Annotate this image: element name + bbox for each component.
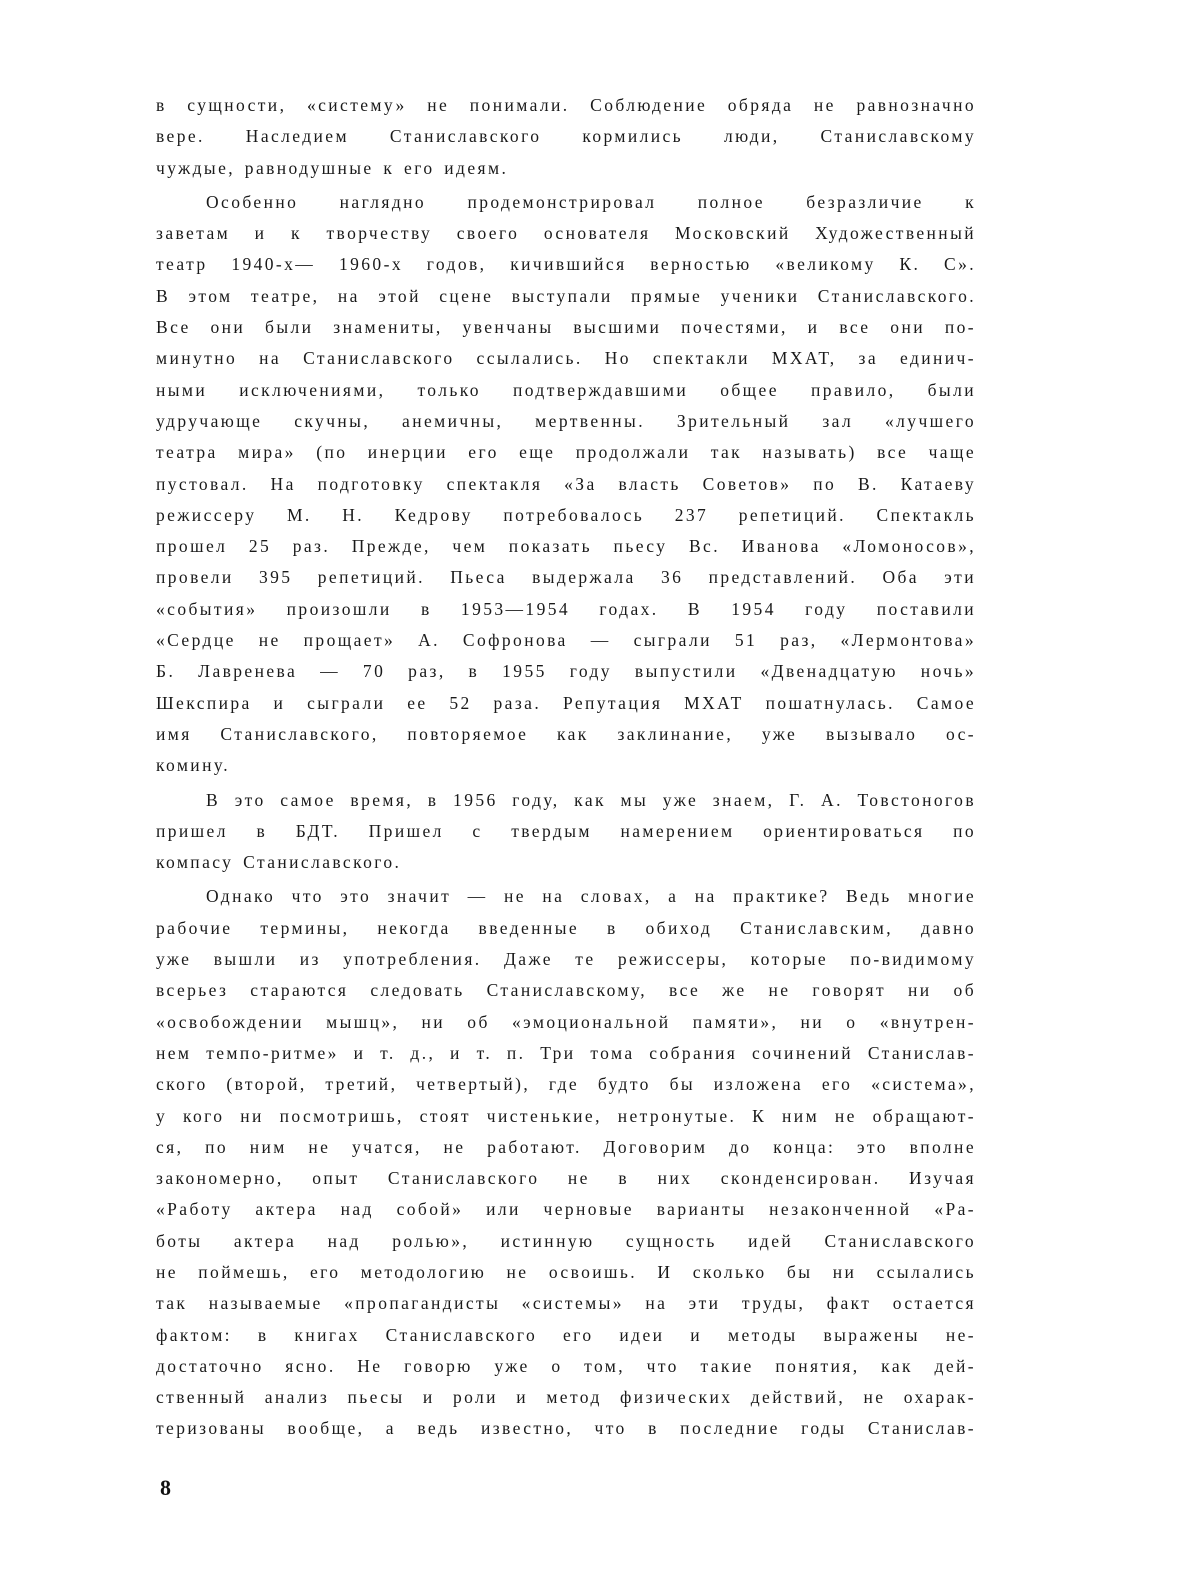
text-line: закономерно, опыт Станиславского не в них сконденсирован. Изучая [156,1168,976,1189]
text-line: у кого ни посмотришь, стоят чистенькие, нетронутые. К ним не обращают- [156,1105,976,1126]
text-line: Б. Лавренева — 70 раз, в 1955 году выпустили «Двенадцатую ночь» [156,661,976,682]
page-number: 8 [160,1475,171,1500]
text-line: минутно на Станиславского ссылались. Но спектакли МХАТ, за единич- [156,348,976,369]
text-line: прошел 25 раз. Прежде, чем показать пьесу Вс. Иванова «Ломоносов», [156,536,976,557]
text-line: в сущности, «систему» не понимали. Соблюдение обряда не равнозначно [156,95,976,115]
text-line: «освобождении мышц», ни об «эмоциональной памяти», ни о «внутрен- [156,1011,976,1032]
text-line: рабочие термины, некогда введенные в обиход Станиславским, давно [156,917,976,938]
text-line: ственный анализ пьесы и роли и метод физических действий, не охарак- [156,1387,976,1408]
text-line: заветам и к творчеству своего основателя Московский Художественный [156,223,976,244]
text-line: пустовал. На подготовку спектакля «За власть Советов» по В. Катаеву [156,473,976,494]
text-line: провели 395 репетиций. Пьеса выдержала 36 представлений. Оба эти [156,567,976,588]
text-line: Все они были знамениты, увенчаны высшими почестями, и все они по- [156,317,976,338]
text-line: компасу Станиславского. [156,852,402,873]
text-line: теризованы вообще, а ведь известно, что в последние годы Станислав- [156,1418,976,1439]
text-line: так называемые «пропагандисты «системы» на эти труды, факт остается [156,1293,976,1314]
text-line: чуждые, равнодушные к его идеям. [156,157,509,178]
text-line: вере. Наследием Станиславского кормились люди, Станиславскому [156,126,976,147]
text-line: театра мира» (по инерции его еще продолжали так называть) все чаще [156,442,976,463]
text-line: фактом: в книгах Станиславского его идеи и методы выражены не- [156,1324,976,1345]
text-line: комину. [156,755,231,776]
text-line: ся, по ним не учатся, не работают. Договорим до конца: это вполне [156,1136,976,1157]
text-line: «события» произошли в 1953—1954 годах. В 1954 году поставили [156,598,976,619]
text-line: театр 1940-х— 1960-х годов, кичившийся верностью «великому К. С». [156,254,976,275]
text-line: боты актера над ролью», истинную сущность идей Станиславского [156,1230,976,1251]
text-line: Однако что это значит — не на словах, а на практике? Ведь многие [206,886,976,907]
paragraph-4 [156,881,976,1444]
text-line: всерьез стараются следовать Станиславскому, все же не говорят ни об [156,980,976,1001]
text-line: уже вышли из употребления. Даже те режиссеры, которые по-видимому [156,949,976,970]
text-line: нем темпо-ритме» и т. д., и т. п. Три тома собрания сочинений Станислав- [156,1042,976,1063]
text-line: Шекспира и сыграли ее 52 раза. Репутация МХАТ пошатнулась. Самое [156,692,976,713]
paragraph-1 [156,90,976,184]
paragraph-2 [156,187,976,782]
text-line: ского (второй, третий, четвертый), где будто бы изложена его «система», [156,1074,976,1095]
text-line: «Работу актера над собой» или черновые варианты незаконченной «Ра- [156,1199,976,1220]
text-line: В это самое время, в 1956 году, как мы уже знаем, Г. А. Товстоногов [206,789,976,810]
text-line: В этом театре, на этой сцене выступали прямые ученики Станиславского. [156,285,976,306]
text-line: «Сердце не прощает» А. Софронова — сыграли 51 раз, «Лермонтова» [156,630,976,651]
text-line: имя Станиславского, повторяемое как заклинание, уже вызывало ос- [156,723,976,744]
text-line: пришел в БДТ. Пришел с твердым намерением ориентироваться по [156,820,976,841]
text-line: ными исключениями, только подтверждавшими общее правило, были [156,379,976,400]
body-text [156,90,976,1445]
text-line: Особенно наглядно продемонстрировал полное безразличие к [206,191,976,212]
text-line: не поймешь, его методологию не освоишь. И сколько бы ни ссылались [156,1261,976,1282]
text-line: удручающе скучны, анемичны, мертвенны. Зрительный зал «лучшего [156,410,976,431]
paragraph-3 [156,785,976,879]
text-line: достаточно ясно. Не говорю уже о том, что такие понятия, как дей- [156,1355,976,1376]
text-line: режиссеру М. Н. Кедрову потребовалось 237 репетиций. Спектакль [156,504,976,525]
